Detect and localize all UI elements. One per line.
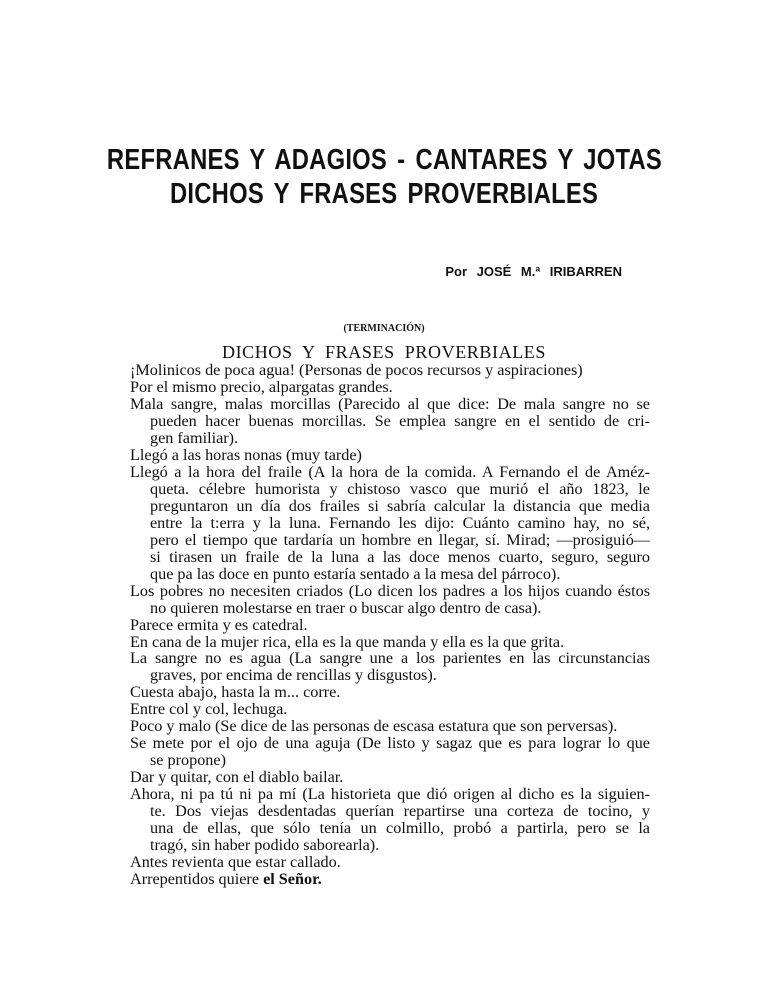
proverb-text: tragó, sin haber podido saborearla). (150, 836, 380, 855)
proverb-text: que pa las doce en punto estaría sentado a la mesa del párroco). (150, 564, 561, 583)
proverb-bold-text: el Señor. (263, 870, 322, 889)
proverb-entry (130, 464, 650, 481)
proverb-text: graves, por encima de rencillas y disgustos). (150, 666, 437, 685)
proverb-text: Cuesta abajo, hasta la m... corre. (130, 683, 341, 702)
proverb-entry (130, 854, 650, 871)
continuation-note: (TERMINACIÓN) (343, 323, 425, 334)
title-text: REFRANES Y ADAGIOS - CANTARES Y JOTAS (106, 144, 662, 176)
proverb-entry-continuation (130, 667, 650, 684)
author-byline: Por JOSÉ M.ª IRIBARREN (445, 264, 622, 279)
proverb-entry-continuation (130, 413, 650, 430)
proverb-text: Llegó a las horas nonas (muy tarde) (130, 445, 362, 464)
proverb-entry (130, 362, 650, 379)
proverb-entry (130, 786, 650, 803)
proverb-entry-continuation (130, 532, 650, 549)
proverb-text: pero el tiempo que tardaría un hombre en llegar, sí. Mirad; —prosiguió— (150, 530, 650, 549)
proverb-entry (130, 684, 650, 701)
proverb-text: no quieren molestarse en traer o buscar algo dentro de casa). (150, 598, 542, 617)
proverb-text: Antes revienta que estar callado. (130, 853, 341, 872)
proverb-text: se propone) (150, 751, 226, 770)
section-heading: DICHOS Y FRASES PROVERBIALES (221, 342, 547, 362)
proverb-entry-continuation (130, 600, 650, 617)
proverb-entry-continuation (130, 820, 650, 837)
proverb-entry-continuation (130, 481, 650, 498)
proverb-text: Llegó a la hora del fraile (A la hora de la comida. A Fernando el de Améz- (130, 462, 650, 481)
proverb-text: queta. célebre humorista y chistoso vasco que murió el año 1823, le (150, 479, 650, 498)
proverb-text: Poco y malo (Se dice de las personas de escasa estatura que son perversas). (130, 717, 618, 736)
proverb-text: Los pobres no necesiten criados (Lo dicen los padres a los hijos cuando éstos (130, 581, 650, 600)
proverbs-list (130, 362, 650, 888)
proverb-text: Por el mismo precio, alpargatas grandes. (130, 377, 393, 396)
proverb-text: pueden hacer buenas morcillas. Se emplea sangre en el sentido de cri- (150, 411, 650, 430)
proverb-text: una de ellas, que sólo tenía un colmillo, probó a partirla, pero se la (150, 819, 650, 838)
proverb-entry-continuation (130, 803, 650, 820)
proverb-entry-continuation (130, 430, 650, 447)
proverb-text: ¡Molinicos de poca agua! (Personas de pocos recursos y aspiraciones) (130, 361, 583, 379)
proverb-text: Dar y quitar, con el diablo bailar. (130, 768, 344, 787)
proverb-text: Mala sangre, malas morcillas (Parecido al que dice: De mala sangre no se (130, 394, 650, 413)
proverb-entry-continuation (130, 837, 650, 854)
proverb-text: te. Dos viejas desdentadas querían repartirse una corteza de tocino, y (150, 802, 650, 821)
proverb-text: En cana de la mujer rica, ella es la que manda y ella es la que grita. (130, 632, 565, 651)
proverb-text: Entre col y col, lechuga. (130, 700, 288, 719)
proverb-text: entre la t:erra y la luna. Fernando les dijo: Cuánto camino hay, no sé, (150, 513, 650, 532)
proverb-entry (130, 396, 650, 413)
proverb-entry (130, 447, 650, 464)
proverb-entry (130, 583, 650, 600)
proverb-text: Arrepentidos quiere (130, 870, 264, 889)
proverb-text: Se mete por el ojo de una aguja (De listo y sagaz que es para lograr lo que (130, 734, 650, 753)
proverb-entry (130, 701, 650, 718)
proverb-entry-continuation (130, 752, 650, 769)
article-title-line-2 (0, 178, 768, 211)
proverb-entry (130, 735, 650, 752)
proverb-text: si tirasen un fraile de la luna a las doce menos cuarto, seguro, seguro (150, 547, 650, 566)
proverb-entry (130, 650, 650, 667)
title-text: DICHOS Y FRASES PROVERBIALES (169, 178, 599, 210)
proverb-entry (130, 871, 650, 888)
proverb-text: La sangre no es agua (La sangre une a los parientes en las circunstancias (130, 649, 650, 668)
proverb-entry (130, 769, 650, 786)
proverb-entry-continuation (130, 515, 650, 532)
proverb-entry (130, 617, 650, 634)
proverb-entry (130, 379, 650, 396)
proverb-entry-continuation (130, 549, 650, 566)
proverb-text: gen familiar). (150, 428, 239, 447)
proverb-entry-continuation (130, 498, 650, 515)
proverb-text: preguntaron un día dos frailes si sabría calcular la distancia que media (150, 496, 650, 515)
proverb-entry (130, 634, 650, 651)
proverb-text: Parece ermita y es catedral. (130, 615, 308, 634)
proverb-text: Ahora, ni pa tú ni pa mí (La historieta que dió origen al dicho es la siguien- (130, 785, 650, 804)
proverb-entry-continuation (130, 566, 650, 583)
article-title-line-1 (0, 144, 768, 177)
proverb-entry (130, 718, 650, 735)
